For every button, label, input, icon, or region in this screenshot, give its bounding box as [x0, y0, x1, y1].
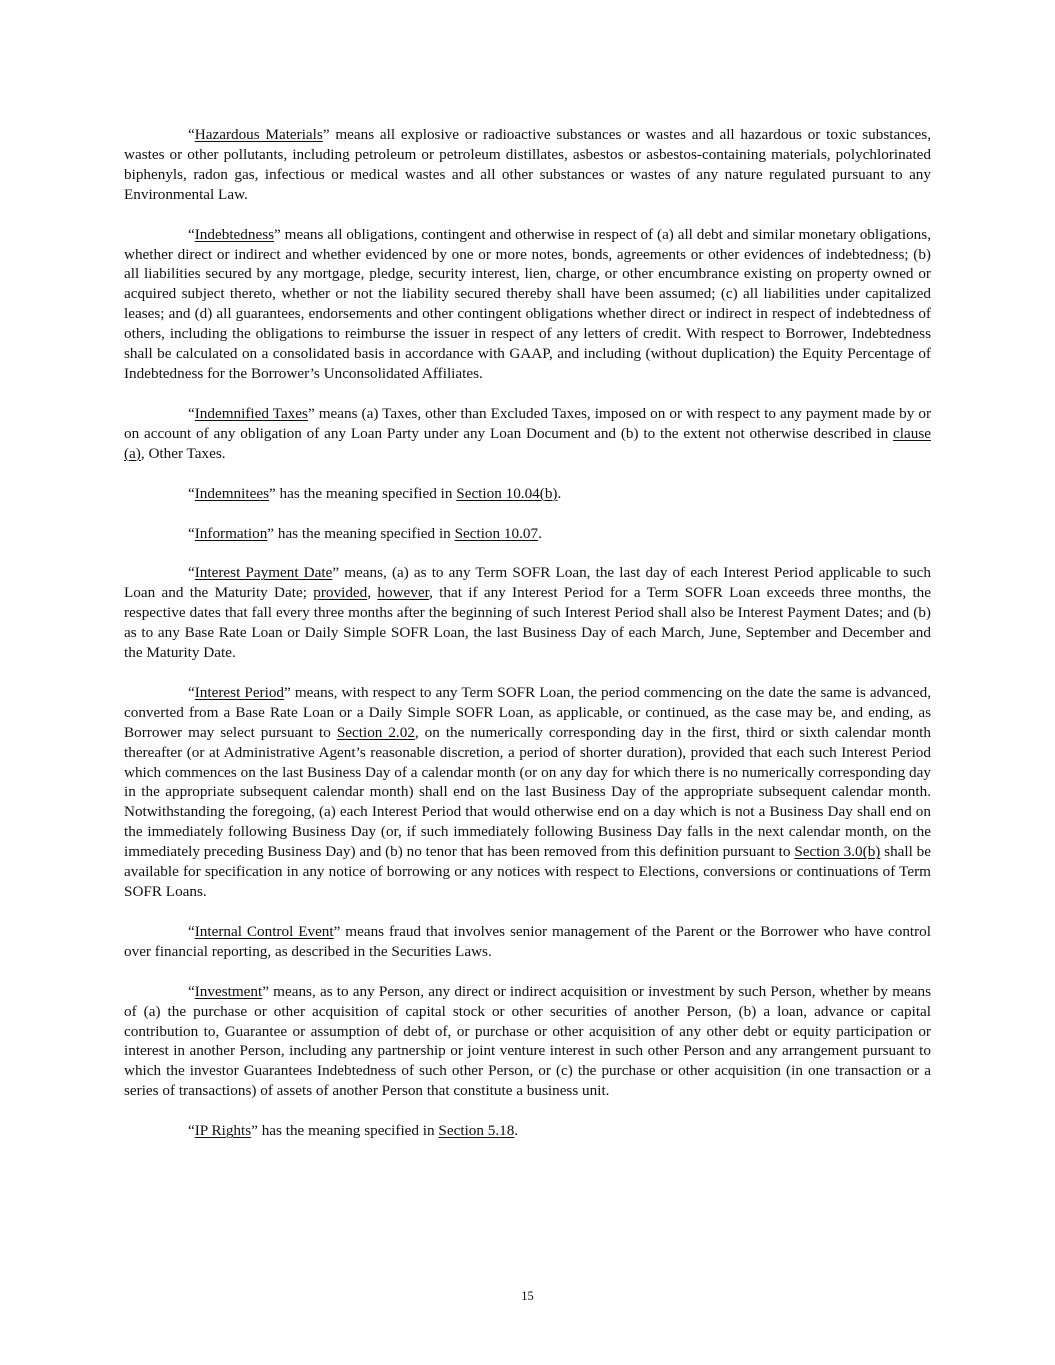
definition-indemnified-taxes: “Indemnified Taxes” means (a) Taxes, other than Excluded Taxes, imposed on or with respect to any payment made by or on account of any obligation of any Loan Party under any Loan Document and (b) to the extent not otherwise described in clause (a), Other Taxes. — [124, 404, 932, 462]
defined-term: Interest Payment Date — [194, 564, 333, 582]
definition-indebtedness: “Indebtedness” means all obligations, contingent and otherwise in respect of (a) all debt and similar monetary obligations, whether direct or indirect and whether evidenced by one or more notes, bonds, agreements or other evidences of indebtedness; (b) all liabilities secured by any mortgage, pledge, security interest, lien, charge, or other encumbrance existing on property owned or acquired subject thereto, whether or not the liability secured thereby shall have been assumed; (c) all liabilities under capitalized leases; and (d) all guarantees, endorsements and other contingent obligations whether direct or indirect in respect of indebtedness of others, including the obligations to reimburse the issuer in respect of any letters of credit. With respect to Borrower, Indebtedness shall be calculated on a consolidated basis in accordance with GAAP, and including (without duplication) the Equity Percentage of Indebtedness for the Borrower’s Unconsolidated Affiliates. — [124, 225, 931, 382]
definition-hazardous-materials: “Hazardous Materials” means all explosive or radioactive substances or wastes and all hazardous or toxic substances, wastes or other pollutants, including petroleum or petroleum distillates, asbestos or asbestos-containing materials, polychlorinated biphenyls, radon gas, infectious or medical wastes and all other substances or wastes of any nature regulated pursuant to any Environmental Law. — [124, 126, 932, 203]
definition-indemnitees: “Indemnitees” has the meaning specified in Section 10.04(b). — [188, 484, 562, 502]
defined-term: Indebtedness — [194, 225, 275, 243]
proviso-term: however — [377, 584, 430, 602]
definition-ip-rights: “IP Rights” has the meaning specified in Section 5.18. — [188, 1122, 519, 1140]
proviso-term: provided — [313, 584, 368, 602]
definition-text: has the meaning specified in — [274, 524, 455, 542]
defined-term: Indemnitees — [194, 484, 269, 502]
cross-reference: Section 10.07 — [454, 524, 539, 542]
definition-investment: “Investment” means, as to any Person, any direct or indirect acquisition or investment by such Person, whether by means of (a) the purchase or other acquisition of capital stock or other securities of another Person, (b) a loan, advance or capital contribution to, Guarantee or assumption of debt of, or purchase or other acquisition of any other debt or equity participation or interest in another Person, including any partnership or joint venture interest in such other Person and any arrangement pursuant to which the investor Guarantees Indebtedness of such other Person, or (c) the purchase or other acquisition (in one transaction or a series of transactions) of assets of another Person that constitute a business unit. — [124, 982, 931, 1100]
definition-information: “Information” has the meaning specified in Section 10.07. — [188, 524, 542, 542]
definition-text: has the meaning specified in — [257, 1122, 439, 1140]
defined-term: Investment — [194, 982, 263, 1000]
cross-reference: Section 2.02 — [336, 723, 415, 741]
document-page — [124, 125, 931, 1141]
definition-interest-payment-date: “Interest Payment Date” means, (a) as to any Term SOFR Loan, the last day of each Interest Period applicable to such Loan and the Maturity Date; provided, however, that if any Interest Period for a Term SOFR Loan exceeds three months, the respective dates that fall every three months after the beginning of such Interest Period shall also be Interest Payment Dates; and (b) as to any Base Rate Loan or Daily Simple SOFR Loan, the last Business Day of each March, June, September and December and the Maturity Date. — [124, 564, 931, 662]
definition-text: shall be available for specification in any notice of borrowing or any notices with respect to Elections, conversions or continuations of Term SOFR Loans. — [124, 843, 932, 900]
page-number: 15 — [521, 1289, 534, 1303]
definition-internal-control-event: “Internal Control Event” means fraud that involves senior management of the Parent or the Borrower who have control over financial reporting, as described in the Securities Laws. — [124, 922, 931, 960]
defined-term: Hazardous Materials — [194, 126, 323, 143]
cross-reference: Section 5.18 — [438, 1122, 515, 1140]
definition-text: , Other Taxes. — [140, 444, 226, 462]
definition-text: means, with respect to any Term SOFR Loan, the period commencing on the date the same is advanced, converted from a Base Rate Loan or a Daily Simple SOFR Loan, as applicable, or continued, as the case may be, and ending, as Borrower may select pursuant to — [124, 683, 931, 741]
definition-text: means, (a) as to any Term SOFR Loan, the last day of each Interest Period applicable to such Loan and the Maturity Date; — [124, 564, 931, 602]
defined-term: Internal Control Event — [194, 922, 334, 940]
cross-reference: Section 3.0(b) — [794, 843, 881, 861]
defined-term: IP Rights — [194, 1122, 252, 1140]
definition-text: , on the numerically corresponding day in the first, third or sixth calendar month thereafter (or at Administrative Agent’s reasonable discretion, a period of shorter duration), provided that each such Interest Period which commences on the last Business Day of a calendar month (or on any day for which there is no numerically corresponding day in the appropriate subsequent calendar month) shall end on the last Business Day of the appropriate subsequent calendar month. Notwithstanding the foregoing, (a) each Interest Period that would otherwise end on a day which is not a Business Day shall end on the immediately following Business Day (or, if such immediately following Business Day falls in the next calendar month, on the immediately preceding Business Day) and (b) no tenor that has been removed from this definition pursuant to — [124, 723, 931, 861]
definition-interest-period: “Interest Period” means, with respect to any Term SOFR Loan, the period commencing on the date the same is advanced, converted from a Base Rate Loan or a Daily Simple SOFR Loan, as applicable, or continued, as the case may be, and ending, as Borrower may select pursuant to Section 2.02, on the numerically corresponding day in the first, third or sixth calendar month thereafter (or at Administrative Agent’s reasonable discretion, a period of shorter duration), provided that each such Interest Period which commences on the last Business Day of a calendar month (or on any day for which there is no numerically corresponding day in the appropriate subsequent calendar month) shall end on the last Business Day of the appropriate subsequent calendar month. Notwithstanding the foregoing, (a) each Interest Period that would otherwise end on a day which is not a Business Day shall end on the immediately following Business Day (or, if such immediately following Business Day falls in the next calendar month, on the immediately preceding Business Day) and (b) no tenor that has been removed from this definition pursuant to Section 3.0(b) shall be available for specification in any notice of borrowing or any notices with respect to Elections, conversions or continuations of Term SOFR Loans. — [124, 683, 932, 900]
cross-reference: Section 10.04(b) — [456, 484, 558, 502]
definition-text: means all obligations, contingent and otherwise in respect of (a) all debt and similar monetary obligations, whether direct or indirect and whether evidenced by one or more notes, bonds, agreements or other evidences of indebtedness; (b) all liabilities secured by any mortgage, pledge, security interest, lien, charge, or other encumbrance existing on property owned or acquired subject thereto, whether or not the liability secured thereby shall have been assumed; (c) all liabilities under capitalized leases; and (d) all guarantees, endorsements and other contingent obligations whether direct or indirect in respect of indebtedness of others, including the obligations to reimburse the issuer in respect of any letters of credit. With respect to Borrower, Indebtedness shall be calculated on a consolidated basis in accordance with GAAP, and including (without duplication) the Equity Percentage of Indebtedness for the Borrower’s Unconsolidated Affiliates. — [124, 225, 931, 382]
definition-text: has the meaning specified in — [275, 484, 457, 502]
defined-term: Indemnified Taxes — [194, 404, 308, 422]
cross-reference: clause (a) — [124, 424, 931, 462]
defined-term: Information — [194, 524, 268, 542]
defined-term: Interest Period — [194, 683, 285, 701]
definition-text: means, as to any Person, any direct or indirect acquisition or investment by such Person, whether by means of (a) the purchase or other acquisition of capital stock or other securities of another Person, (b) a loan, advance or capital contribution to, Guarantee or assumption of debt of, or purchase or other acquisition of any other debt or equity participation or interest in another Person, including any partnership or joint venture interest in such other Person and any arrangement pursuant to which the investor Guarantees Indebtedness of such other Person, or (c) the purchase or other acquisition (in one transaction or a series of transactions) of assets of another Person that constitute a business unit. — [124, 982, 931, 1100]
definition-text: , that if any Interest Period for a Term SOFR Loan exceeds three months, the respective dates that fall every three months after the beginning of such Interest Period shall also be Interest Payment Dates; and (b) as to any Base Rate Loan or Daily Simple SOFR Loan, the last Business Day of each March, June, September and December and the Maturity Date. — [124, 584, 931, 662]
definition-text: means (a) Taxes, other than Excluded Taxes, imposed on or with respect to any payment made by or on account of any obligation of any Loan Party under any Loan Document and (b) to the extent not otherwise described in — [124, 404, 932, 442]
definition-text: means fraud that involves senior management of the Parent or the Borrower who have control over financial reporting, as described in the Securities Laws. — [124, 922, 931, 960]
definition-text: means all explosive or radioactive substances or wastes and all hazardous or toxic substances, wastes or other pollutants, including petroleum or petroleum distillates, asbestos or asbestos-containing materials, polychlorinated biphenyls, radon gas, infectious or medical wastes and all other substances or wastes of any nature regulated pursuant to any Environmental Law. — [124, 126, 932, 203]
